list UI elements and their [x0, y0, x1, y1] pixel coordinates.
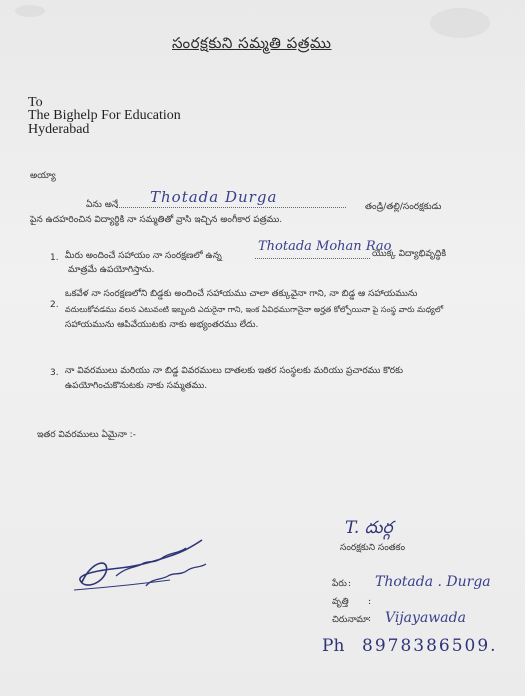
item-1-text-b: యొక్క విద్యాభివృద్ధికి	[372, 249, 447, 259]
left-signature-image	[70, 530, 220, 600]
guardian-signature-text: T. దుర్గ	[345, 518, 393, 538]
item-3-number: 3.	[50, 368, 59, 378]
intro-handwritten-name: Thotada Durga	[150, 188, 278, 206]
item-2-line2: వదులుకోవడము వలన ఎటువంటి ఇబ్బంది ఎదురైనా గాని, ఇంక ఏవిధముగానైనా అర్హత కోల్పోయినా పై సంస్థ వారు మధ్యలో	[65, 305, 444, 314]
paper-smudge	[430, 8, 490, 38]
item-2-number: 2.	[50, 300, 59, 310]
address-to: To	[28, 95, 43, 110]
intro-dotted-line	[116, 207, 346, 208]
item-1-line2: మాత్రమే ఉపయోగిస్తాను.	[68, 265, 155, 275]
guardian-address-value: Vijayawada	[385, 610, 466, 626]
consent-letter-page: సంరక్షకుని సమ్మతి పత్రము To The Bighelp For Education Hyderabad అయ్యా ఏను అనే Thotada Durga తండ్రి/తల్లి/సంరక్షకుడు పైన ఉదహరించిన విద్యార్థికి నా సమ్మతితో వ్రాసి ఇచ్చిన అంగీకార పత్రము. 1. మీరు అందించే సహాయం నా సంరక్షణలో ఉన్న Thotada Mohan Rao యొక్క విద్యాభివృద్ధికి మాత్రమే ఉపయోగిస్తాను. 2. ఒకవేళ నా సంరక్షణలోని బిడ్డకు అందించే సహాయము చాలా తక్కువైనా గాని, నా బిడ్డ ఆ సహాయమును వదులుకోవడము వలన ఎటువంటి ఇబ్బంది ఎదురైనా గాని, ఇంక ఏవిధముగానైనా అర్హత కోల్పోయినా పై సంస్థ వారు మధ్యలో సహాయమును ఆపివేయుటకు నాకు అభ్యంతరము లేదు. 3. నా వివరములు మరియు నా బిడ్డ వివరములు దాతలకు ఇతర సంస్థలకు మరియు ప్రచారము కొరకు ఉపయోగించుకొనుటకు నాకు సమ్మతము. ఇతర వివరములు ఏమైనా :- T. దుర్గ సంరక్షకుని సంతకం పేరు : Thotada . Durga వృత్తి : చిరునామా : Vijayawada Ph 8978386509.	[0, 0, 525, 696]
salutation: అయ్యా	[30, 171, 56, 181]
item-3-line2: ఉపయోగించుకొనుటకు నాకు సమ్మతము.	[65, 381, 208, 391]
other-details-label: ఇతర వివరములు ఏమైనా :-	[37, 430, 136, 440]
item-1-text-a: మీరు అందించే సహాయం నా సంరక్షణలో ఉన్న	[65, 251, 222, 261]
intro-prefix: ఏను అనే	[86, 200, 119, 210]
item-2-line1: ఒకవేళ నా సంరక్షణలోని బిడ్డకు అందించే సహాయము చాలా తక్కువైనా గాని, నా బిడ్డ ఆ సహాయమును	[65, 289, 418, 299]
item-1-number: 1.	[50, 253, 59, 263]
paper-smudge	[15, 5, 45, 17]
guardian-name-label: పేరు	[332, 579, 347, 589]
guardian-caption: సంరక్షకుని సంతకం	[340, 543, 406, 553]
guardian-name-value: Thotada . Durga	[375, 574, 491, 590]
address-org: The Bighelp For Education	[28, 108, 181, 123]
item-1-handwritten-name: Thotada Mohan Rao	[258, 239, 392, 254]
letter-title: సంరక్షకుని సమ్మతి పత్రము	[172, 34, 332, 52]
guardian-address-label: చిరునామా	[332, 615, 369, 625]
item-3-line1: నా వివరములు మరియు నా బిడ్డ వివరములు దాతలకు ఇతర సంస్థలకు మరియు ప్రచారము కొరకు	[65, 366, 403, 376]
intro-line2: పైన ఉదహరించిన విద్యార్థికి నా సమ్మతితో వ్రాసి ఇచ్చిన అంగీకార పత్రము.	[30, 215, 283, 225]
guardian-phone-label: Ph	[322, 636, 345, 656]
item-1-dotted-line	[255, 258, 370, 259]
item-2-line3: సహాయమును ఆపివేయుటకు నాకు అభ్యంతరము లేదు.	[65, 320, 259, 330]
guardian-occupation-label: వృత్తి	[332, 597, 349, 607]
intro-suffix: తండ్రి/తల్లి/సంరక్షకుడు	[365, 202, 442, 212]
address-city: Hyderabad	[28, 122, 90, 137]
guardian-phone-value: 8978386509.	[362, 636, 498, 656]
